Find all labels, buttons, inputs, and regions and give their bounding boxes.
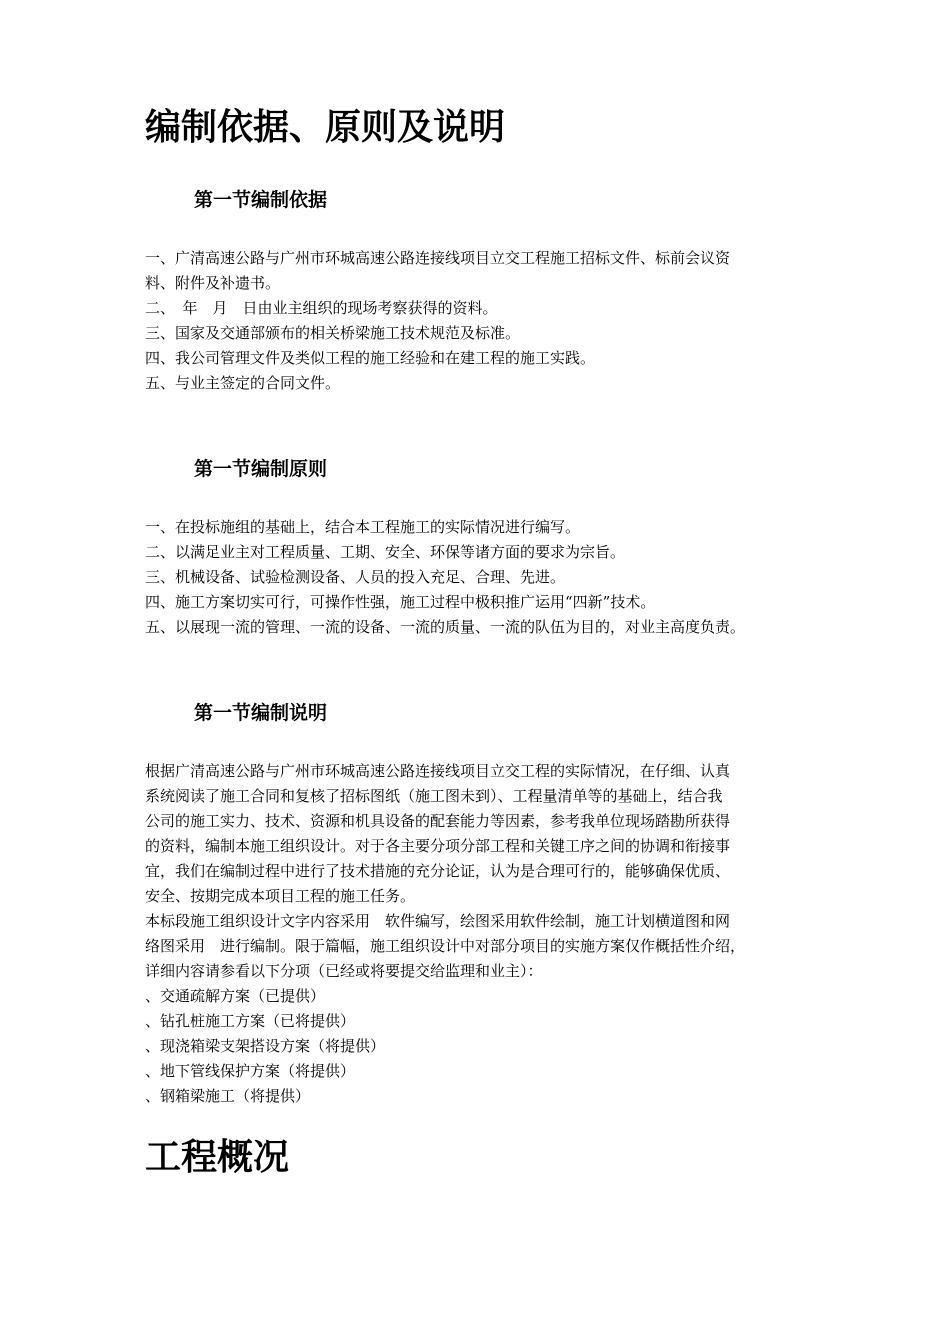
list-item: 、现浇箱梁支架搭设方案（将提供） <box>145 1037 386 1055</box>
paragraph-line: 系统阅读了施工合同和复核了招标图纸（施工图未到）、工程量清单等的基础上，结合我 <box>145 787 723 805</box>
paragraph-line: 本标段施工组织设计文字内容采用 软件编写，绘图采用软件绘制，施工计划横道图和网 <box>145 912 731 930</box>
paragraph-line: 详细内容请参看以下分项（已经或将要提交给监理和业主）： <box>145 962 543 980</box>
paragraph-line: 五、与业主签定的合同文件。 <box>145 374 341 392</box>
paragraph-line: 宜，我们在编制过程中进行了技术措施的充分论证，认为是合理可行的，能够确保优质、 <box>145 862 731 880</box>
paragraph-line: 二、以满足业主对工程质量、工期、安全、环保等诸方面的要求为宗旨。 <box>145 543 626 561</box>
paragraph-line: 三、国家及交通部颁布的相关桥梁施工技术规范及标准。 <box>145 324 521 342</box>
section-heading-basis: 第一节编制依据 <box>194 189 328 211</box>
paragraph-line: 一、广清高速公路与广州市环城高速公路连接线项目立交工程施工招标文件、标前会议资 <box>145 249 731 267</box>
paragraph-line: 三、机械设备、试验检测设备、人员的投入充足、合理、先进。 <box>145 568 566 586</box>
list-item: 、钻孔桩施工方案（已将提供） <box>145 1012 356 1030</box>
paragraph-line: 四、我公司管理文件及类似工程的施工经验和在建工程的施工实践。 <box>145 349 596 367</box>
paragraph-line: 二、 年 月 日由业主组织的现场考察获得的资料。 <box>145 299 498 317</box>
section-heading-principles: 第一节编制原则 <box>194 458 328 480</box>
list-item: 、地下管线保护方案（将提供） <box>145 1062 356 1080</box>
paragraph-line: 料、附件及补遗书。 <box>145 274 281 292</box>
paragraph-line: 络图采用 进行编制。限于篇幅，施工组织设计中对部分项目的实施方案仅作概括性介绍， <box>145 937 746 955</box>
section-body-basis <box>145 246 815 396</box>
paragraph-line: 安全、按期完成本项目工程的施工任务。 <box>145 887 416 905</box>
paragraph-line: 根据广清高速公路与广州市环城高速公路连接线项目立交工程的实际情况，在仔细、认真 <box>145 762 731 780</box>
paragraph-line: 的资料，编制本施工组织设计。对于各主要分项分部工程和关键工序之间的协调和衔接事 <box>145 837 731 855</box>
paragraph-line: 五、以展现一流的管理、一流的设备、一流的质量、一流的队伍为目的，对业主高度负责。 <box>145 618 746 636</box>
second-title: 工程概况 <box>145 1137 290 1178</box>
list-item: 、钢箱梁施工（将提供） <box>145 1087 311 1105</box>
paragraph-line: 四、施工方案切实可行，可操作性强，施工过程中极积推广运用“四新”技术。 <box>145 593 656 611</box>
paragraph-line: 公司的施工实力、技术、资源和机具设备的配套能力等因素，参考我单位现场踏勘所获得 <box>145 812 731 830</box>
section-body-notes <box>145 759 815 1109</box>
list-item: 、交通疏解方案（已提供） <box>145 987 326 1005</box>
section-heading-notes: 第一节编制说明 <box>194 702 328 724</box>
section-body-principles <box>145 515 815 640</box>
paragraph-line: 一、在投标施组的基础上，结合本工程施工的实际情况进行编写。 <box>145 518 581 536</box>
main-title: 编制依据、原则及说明 <box>145 107 506 148</box>
